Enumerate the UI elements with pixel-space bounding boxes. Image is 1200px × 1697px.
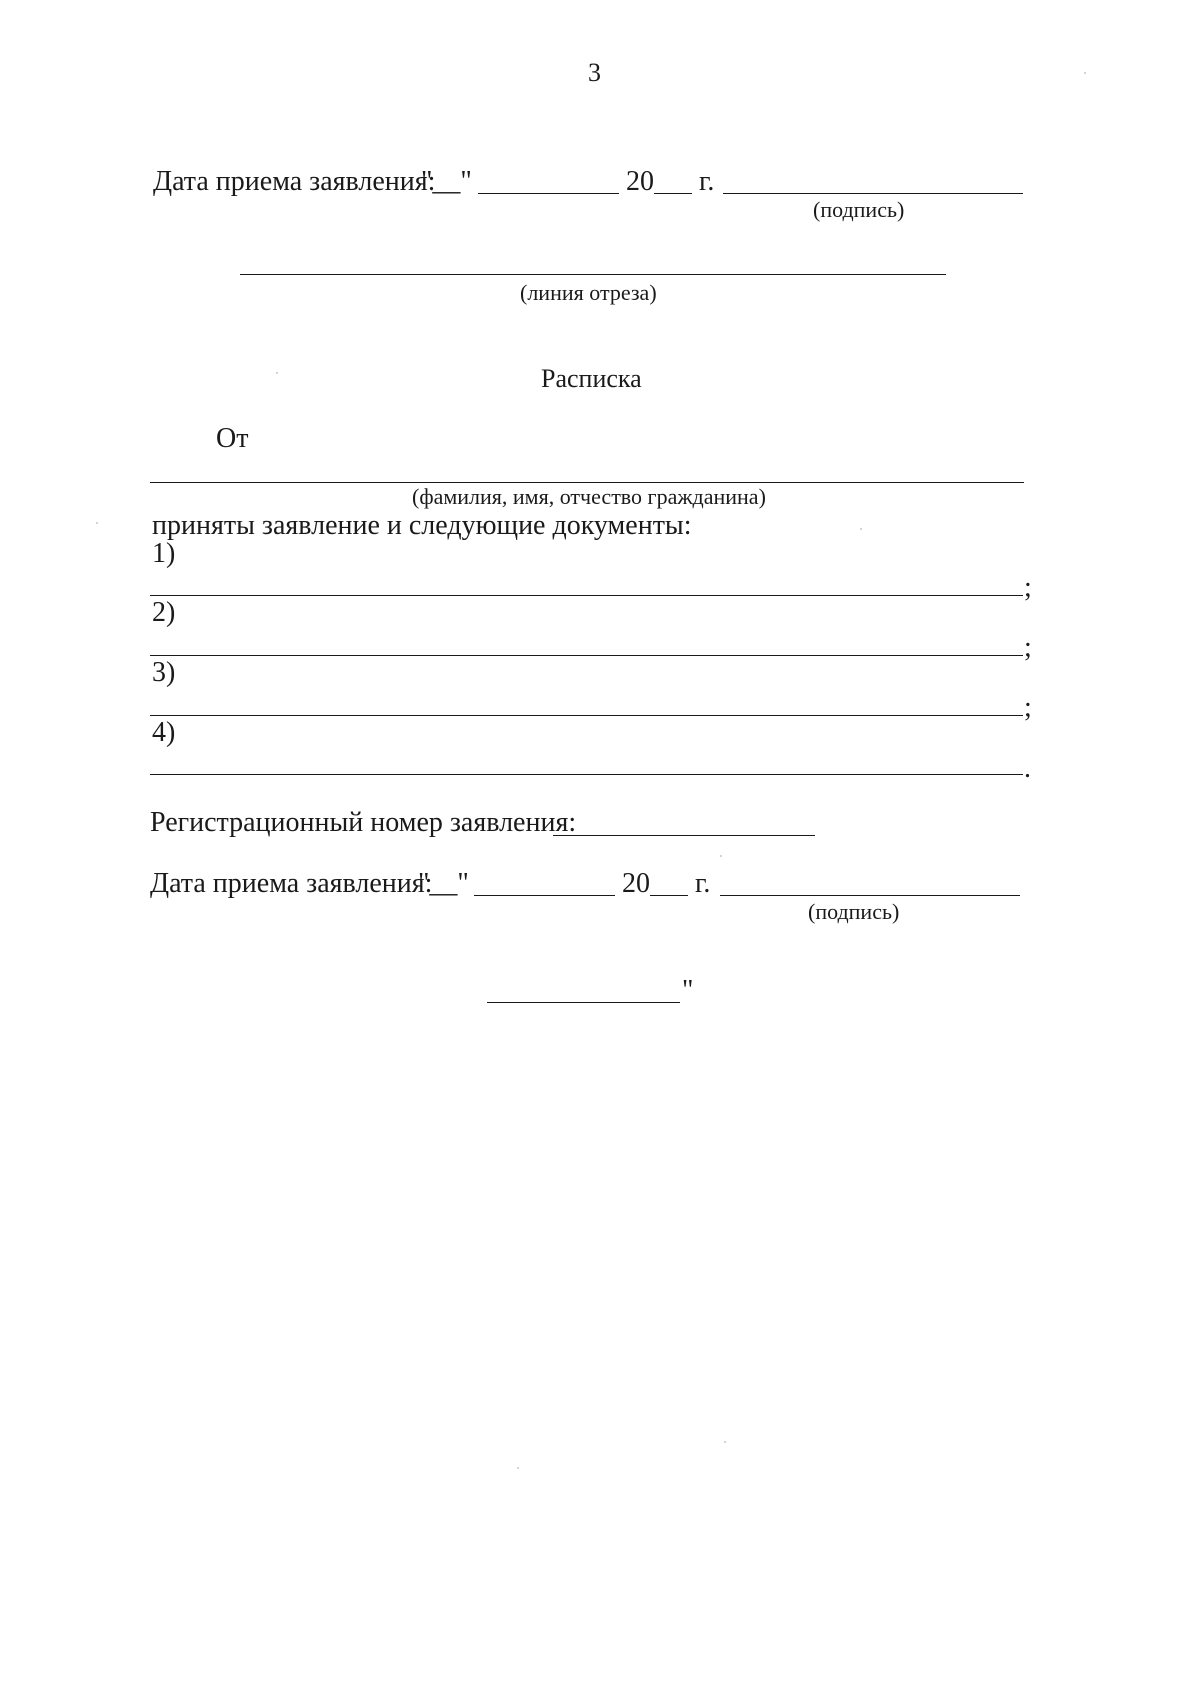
top-date-day-field: "__" [421, 166, 472, 197]
document-item-4-number: 4) [152, 717, 176, 748]
scan-speck [517, 1467, 519, 1469]
registration-number-line [553, 835, 815, 836]
scan-speck [724, 1441, 726, 1443]
closing-quote-mark: " [682, 975, 694, 1006]
closing-blank-line [487, 1002, 680, 1003]
top-date-year-suffix: г. [699, 166, 715, 197]
document-item-3-end-mark: ; [1024, 692, 1032, 723]
receipt-title: Расписка [541, 364, 642, 393]
bottom-date-year-prefix: 20 [622, 868, 650, 899]
cut-line [240, 274, 946, 275]
document-item-4-end-mark: . [1024, 753, 1031, 784]
citizen-name-line [150, 482, 1024, 483]
from-label: От [216, 423, 249, 454]
top-signature-caption: (подпись) [813, 197, 905, 222]
document-item-2-line [150, 655, 1023, 656]
bottom-date-day-field: "__" [418, 868, 469, 899]
scan-speck [96, 522, 98, 524]
scan-speck [1084, 72, 1086, 74]
accepted-documents-text: приняты заявление и следующие документы: [152, 510, 692, 541]
top-date-year-line [654, 193, 692, 194]
bottom-date-year-line [650, 895, 688, 896]
citizen-name-caption: (фамилия, имя, отчество гражданина) [412, 484, 766, 509]
scan-speck [860, 528, 862, 530]
document-item-3-line [150, 715, 1023, 716]
document-item-2-end-mark: ; [1024, 632, 1032, 663]
top-date-month-line [478, 193, 619, 194]
document-item-2-number: 2) [152, 597, 176, 628]
document-item-1-end-mark: ; [1024, 572, 1032, 603]
top-signature-line [723, 193, 1023, 194]
document-item-4-line [150, 774, 1023, 775]
bottom-signature-line [720, 895, 1020, 896]
document-item-3-number: 3) [152, 657, 176, 688]
scan-speck [720, 855, 722, 857]
registration-number-label: Регистрационный номер заявления: [150, 807, 577, 838]
top-date-label: Дата приема заявления: [153, 166, 436, 197]
bottom-date-year-suffix: г. [695, 868, 711, 899]
document-item-1-line [150, 595, 1023, 596]
cut-line-caption: (линия отреза) [520, 280, 657, 305]
top-date-year-prefix: 20 [626, 166, 654, 197]
page-number: 3 [588, 58, 601, 87]
bottom-date-label: Дата приема заявления: [150, 868, 433, 899]
bottom-date-month-line [474, 895, 615, 896]
bottom-signature-caption: (подпись) [808, 899, 900, 924]
document-item-1-number: 1) [152, 538, 176, 569]
scan-speck [276, 372, 278, 374]
